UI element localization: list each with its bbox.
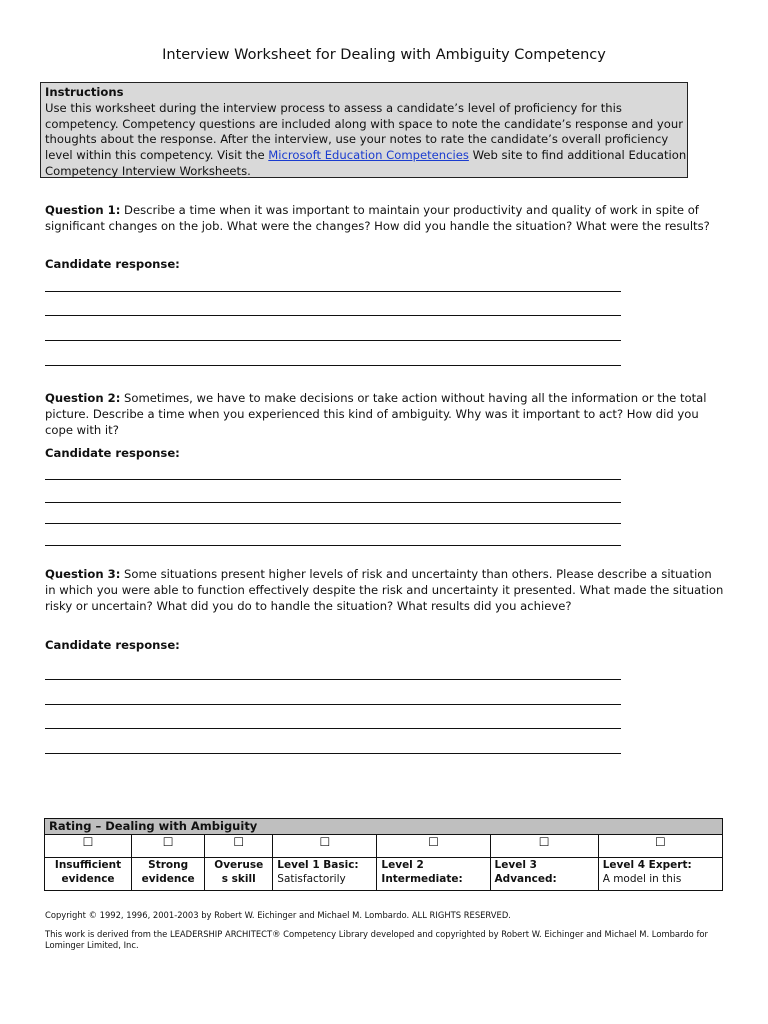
- rating-checkbox-level-3[interactable]: ☐: [490, 835, 598, 858]
- rating-label-line: Insufficient: [54, 859, 122, 871]
- question-text: Sometimes, we have to make decisions or take action without having all the information or the total picture. Describe a time when you experienced this kind of ambiguity. Why was it important to act? How did you cope with it?: [45, 391, 707, 437]
- rating-label-line: Level 4 Expert:: [602, 859, 692, 871]
- response-line[interactable]: [45, 753, 621, 754]
- rating-label-line: Advanced:: [494, 873, 557, 885]
- rating-label-line: Level 2: [381, 859, 424, 871]
- rating-checkbox-insufficient[interactable]: ☐: [45, 835, 132, 858]
- question-label: Question 1:: [45, 203, 121, 217]
- rating-label-line: evidence: [141, 873, 195, 885]
- response-line[interactable]: [45, 679, 621, 680]
- competencies-link[interactable]: Microsoft Education Competencies: [268, 148, 469, 163]
- rating-checkbox-level-2[interactable]: ☐: [377, 835, 490, 858]
- response-line[interactable]: [45, 340, 621, 341]
- rating-checkbox-level-4[interactable]: ☐: [598, 835, 722, 858]
- response-line[interactable]: [45, 545, 621, 546]
- rating-label-line: Satisfactorily: [277, 873, 346, 885]
- rating-label-line: Intermediate:: [381, 873, 463, 885]
- question-text: Some situations present higher levels of risk and uncertainty than others. Please describe a situation in which you were able to function effectively despite the risk and uncertainty it presented. What made the situation risky or uncertain? What did you do to handle the situation? What results did you achieve?: [45, 567, 724, 613]
- instructions-text: [45, 101, 687, 180]
- page-title: Interview Worksheet for Dealing with Ambiguity Competency: [162, 47, 606, 63]
- rating-heading: Rating – Dealing with Ambiguity: [45, 819, 723, 835]
- rating-label-line: Level 3: [494, 859, 537, 871]
- response-line[interactable]: [45, 704, 621, 705]
- question-2: [45, 390, 725, 438]
- candidate-response-label: Candidate response:: [45, 446, 180, 460]
- rating-label-level-3: [490, 858, 598, 891]
- question-1: [45, 202, 725, 234]
- response-line[interactable]: [45, 365, 621, 366]
- rating-label-level-4: [598, 858, 722, 891]
- rating-label-overuse: [205, 858, 273, 891]
- rating-label-line: s skill: [221, 873, 256, 885]
- rating-checkbox-overuse[interactable]: ☐: [205, 835, 273, 858]
- question-label: Question 3:: [45, 567, 121, 581]
- response-line[interactable]: [45, 479, 621, 480]
- instructions-text-part: Use this worksheet during the interview process to assess a candidate’s level of proficiency for this competency. Competency questions are included along with space to note the candidate’s response and your thoughts about the response. After the interview, use your notes to rate the candidate’s overall proficiency level within this competency. Visit the: [45, 100, 683, 163]
- rating-label-line: Level 1 Basic:: [277, 859, 359, 871]
- rating-label-level-1: [273, 858, 377, 891]
- question-3: [45, 566, 725, 614]
- rating-label-line: Overuse: [214, 859, 264, 871]
- rating-label-level-2: [377, 858, 490, 891]
- instructions-text-part: Web site to find additional Education Competency Interview Worksheets.: [45, 148, 687, 178]
- instructions-box: [40, 82, 688, 178]
- derived-notice: This work is derived from the LEADERSHIP ARCHITECT® Competency Library developed and copyrighted by Robert W. Eichinger and Michael M. Lombardo for Lominger Limited, Inc.: [45, 929, 708, 950]
- rating-table: [44, 818, 723, 891]
- candidate-response-label: Candidate response:: [45, 638, 180, 652]
- rating-label-line: Strong: [148, 859, 189, 871]
- question-text: Describe a time when it was important to maintain your productivity and quality of work in spite of significant changes on the job. What were the changes? How did you handle the situation? What were the results?: [45, 203, 710, 233]
- response-line[interactable]: [45, 315, 621, 316]
- response-line[interactable]: [45, 523, 621, 524]
- response-line[interactable]: [45, 502, 621, 503]
- rating-checkbox-level-1[interactable]: ☐: [273, 835, 377, 858]
- candidate-response-label: Candidate response:: [45, 257, 180, 271]
- instructions-heading: Instructions: [45, 85, 124, 99]
- copyright-notice: Copyright © 1992, 1996, 2001-2003 by Robert W. Eichinger and Michael M. Lombardo. ALL RIGHTS RESERVED.: [45, 910, 511, 920]
- rating-checkbox-strong[interactable]: ☐: [132, 835, 205, 858]
- question-label: Question 2:: [45, 391, 121, 405]
- rating-label-insufficient: [45, 858, 132, 891]
- rating-label-line: evidence: [61, 873, 115, 885]
- response-line[interactable]: [45, 728, 621, 729]
- rating-label-strong: [132, 858, 205, 891]
- rating-label-line: A model in this: [602, 873, 682, 885]
- response-line[interactable]: [45, 291, 621, 292]
